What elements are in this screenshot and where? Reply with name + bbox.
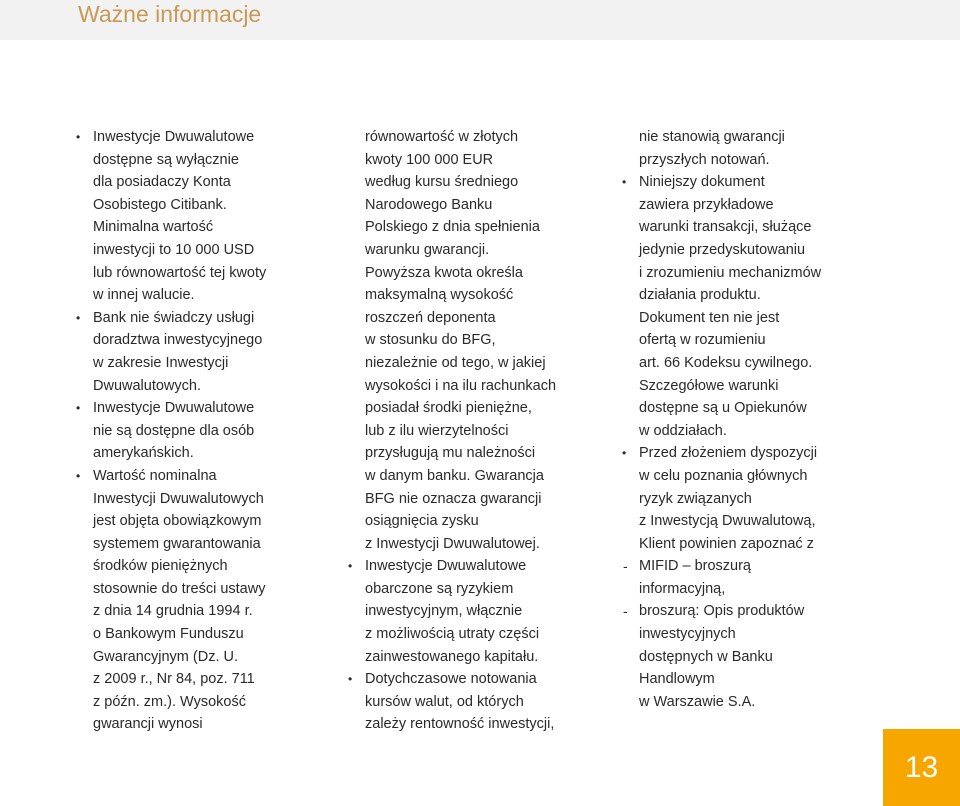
page-number-box xyxy=(883,729,960,806)
dash-icon: - xyxy=(623,558,628,575)
list-item: • Przed złożeniem dyspozycji w celu poznania głównych ryzyk związanych z Inwestycją Dwuwalutową, Klient powinien zapoznać z - MIFID – broszurą informacyjną, - broszurą: Opis produktów inwestycyjnych dostępnych w Banku Handlowym w Warszawie S.A. xyxy=(639,442,889,713)
list-item: • Bank nie świadczy usługi doradztwa inwestycyjnego w zakresie Inwestycji Dwuwalutowych. xyxy=(93,307,333,397)
list-item: • Inwestycje Dwuwalutowe obarczone są ryzykiem inwestycyjnym, włącznie z możliwością utraty części zainwestowanego kapitału. xyxy=(365,555,605,668)
bullet-list xyxy=(348,555,605,736)
bullet-icon: • xyxy=(76,310,81,325)
page-title: Ważne informacje xyxy=(78,1,262,27)
column-1 xyxy=(76,126,333,736)
bullet-list xyxy=(622,171,889,713)
list-item: • Niniejszy dokument zawiera przykładowe warunki transakcji, służące jedynie przedyskutowaniu i zrozumieniu mechanizmów działania produktu. Dokument ten nie jest ofertą w rozumieniu art. 66 Kodeksu cywilnego. Szczegółowe warunki dostępne są u Opiekunów w oddziałach. xyxy=(639,171,889,442)
bullet-list xyxy=(76,126,333,736)
bullet-icon: • xyxy=(76,130,81,144)
list-item: - broszurą: Opis produktów inwestycyjnych dostępnych w Banku Handlowym w Warszawie S.A. xyxy=(639,600,889,713)
bullet-icon: • xyxy=(622,446,627,461)
page-number: 13 xyxy=(904,751,939,784)
bullet-icon: • xyxy=(348,672,353,687)
dash-list xyxy=(623,555,889,713)
list-item: • Inwestycje Dwuwalutowe nie są dostępne dla osób amerykańskich. xyxy=(93,397,333,465)
bullet-icon: • xyxy=(622,175,627,190)
list-item: • Dotychczasowe notowania kursów walut, od których zależy rentowność inwestycji, xyxy=(365,668,605,736)
bullet-icon: • xyxy=(348,559,353,574)
bullet-icon: • xyxy=(76,401,81,416)
continued-paragraph: równowartość w złotych kwoty 100 000 EUR według kursu średniego Narodowego Banku Polskiego z dnia spełnienia warunku gwarancji. Powyższa kwota określa maksymalną wysokość roszczeń deponenta w stosunku do BFG, niezależnie od tego, w jakiej wysokości i na ilu rachunkach posiadał środki pieniężne, lub z ilu wierzytelności przysługują mu należności w danym banku. Gwarancja BFG nie oznacza gwarancji osiągnięcia zysku z Inwestycji Dwuwalutowej. xyxy=(365,129,557,552)
continued-paragraph: nie stanowią gwarancji przyszłych notowań. xyxy=(639,129,785,168)
list-item: - MIFID – broszurą informacyjną, xyxy=(639,555,889,600)
dash-icon: - xyxy=(623,603,628,620)
list-item: • Inwestycje Dwuwalutowe dostępne są wyłącznie dla posiadaczy Konta Osobistego Citibank. Minimalna wartość inwestycji to 10 000 USD lub równowartość tej kwoty w innej walucie. xyxy=(93,126,333,307)
bullet-icon: • xyxy=(76,468,81,483)
column-2 xyxy=(348,126,605,736)
list-item: • Wartość nominalna Inwestycji Dwuwalutowych jest objęta obowiązkowym systemem gwarantowania środków pieniężnych stosownie do treści ustawy z dnia 14 grudnia 1994 r. o Bankowym Funduszu Gwarancyjnym (Dz. U. z 2009 r., Nr 84, poz. 711 z późn. zm.). Wysokość gwarancji wynosi xyxy=(93,465,333,736)
column-3 xyxy=(622,126,889,713)
